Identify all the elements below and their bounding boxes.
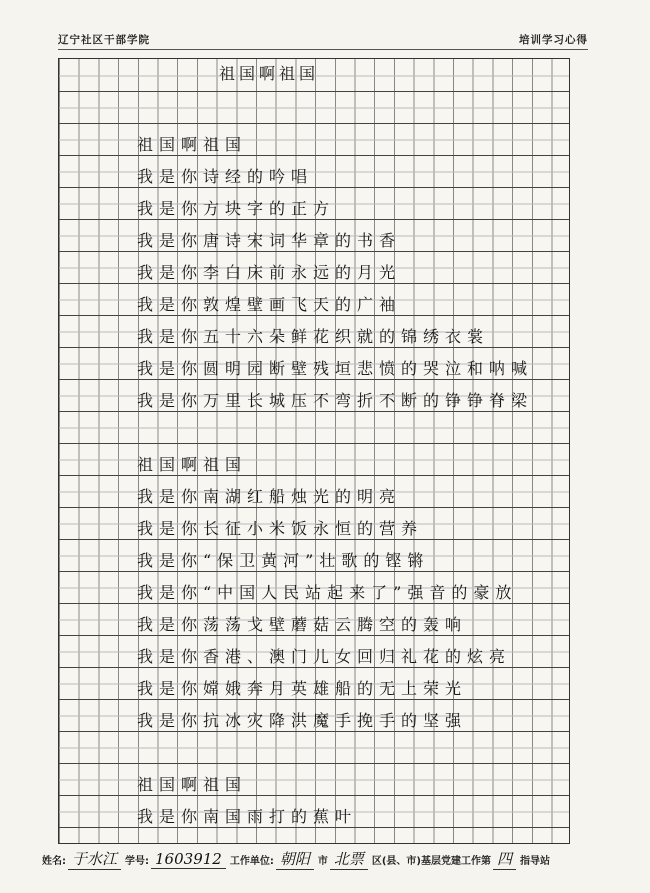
district-suffix: 区(县、市)基层党建工作第 bbox=[371, 856, 491, 867]
grid-sheet bbox=[58, 58, 570, 844]
essay-line: 我是你荡荡戈壁蘑菇云腾空的轰响 bbox=[137, 615, 468, 634]
footer-info bbox=[40, 848, 600, 870]
row-rule bbox=[59, 795, 569, 796]
row-rule bbox=[59, 603, 569, 604]
essay-line: 我是你抗冰灾降洪魔手挽手的坚强 bbox=[137, 711, 468, 730]
essay-line: 我是你万里长城压不弯折不断的铮铮脊梁 bbox=[137, 391, 534, 410]
row-rule bbox=[59, 635, 569, 636]
city-value: 朝阳 bbox=[276, 848, 314, 870]
id-label: 学号: bbox=[125, 856, 150, 867]
row-rule bbox=[59, 283, 569, 284]
org-name: 辽宁社区干部学院 bbox=[58, 34, 150, 46]
essay-line: 我是你嫦娥奔月英雄船的无上荣光 bbox=[137, 679, 468, 698]
name-value: 于水江 bbox=[68, 848, 121, 870]
row-rule bbox=[59, 507, 569, 508]
essay-line: 祖国啊祖国 bbox=[137, 775, 248, 794]
row-rule bbox=[59, 251, 569, 252]
essay-line: 祖国啊祖国 bbox=[137, 135, 248, 154]
essay-line: 我是你“中国人民站起来了”强音的豪放 bbox=[137, 583, 518, 602]
essay-line: 我是你“保卫黄河”壮歌的铿锵 bbox=[137, 551, 430, 570]
row-rule bbox=[59, 571, 569, 572]
row-rule bbox=[59, 475, 569, 476]
essay-line: 我是你南湖红船烛光的明亮 bbox=[137, 487, 402, 506]
doc-type: 培训学习心得 bbox=[519, 34, 588, 46]
essay-line: 祖国啊祖国 bbox=[137, 455, 248, 474]
id-value: 1603912 bbox=[151, 850, 226, 869]
row-rule bbox=[59, 699, 569, 700]
city-suffix: 市 bbox=[317, 856, 328, 867]
essay-line: 我是你长征小米饭永恒的营养 bbox=[137, 519, 424, 538]
station-number: 四 bbox=[493, 848, 516, 870]
unit-label: 工作单位: bbox=[229, 856, 274, 867]
row-rule bbox=[59, 667, 569, 668]
essay-line: 我是你敦煌壁画飞天的广袖 bbox=[137, 295, 402, 314]
essay-line: 我是你香港、澳门儿女回归礼花的炫亮 bbox=[137, 647, 512, 666]
row-rule bbox=[59, 155, 569, 156]
essay-line: 我是你圆明园断壁残垣悲愤的哭泣和呐喊 bbox=[137, 359, 534, 378]
row-rule bbox=[59, 443, 569, 444]
row-rule bbox=[59, 539, 569, 540]
row-rule bbox=[59, 219, 569, 220]
row-rule bbox=[59, 411, 569, 412]
row-rule bbox=[59, 763, 569, 764]
district-value: 北票 bbox=[330, 848, 368, 870]
row-rule bbox=[59, 187, 569, 188]
station-suffix: 指导站 bbox=[520, 856, 551, 867]
essay-line: 我是你五十六朵鲜花织就的锦绣衣裳 bbox=[137, 327, 490, 346]
row-rule bbox=[59, 315, 569, 316]
name-label: 姓名: bbox=[42, 856, 66, 867]
essay-line: 我是你唐诗宋词华章的书香 bbox=[137, 231, 402, 250]
row-rule bbox=[59, 347, 569, 348]
row-rule bbox=[59, 731, 569, 732]
row-rule bbox=[59, 123, 569, 124]
essay-line: 我是你诗经的吟唱 bbox=[137, 167, 314, 186]
row-rule bbox=[59, 379, 569, 380]
essay-line: 我是你李白床前永远的月光 bbox=[137, 263, 402, 282]
essay-line: 我是你方块字的正方 bbox=[137, 199, 336, 218]
essay-line: 我是你南国雨打的蕉叶 bbox=[137, 807, 358, 826]
header-divider bbox=[58, 49, 588, 50]
row-rule bbox=[59, 91, 569, 92]
row-rule bbox=[59, 827, 569, 828]
essay-title: 祖国啊祖国 bbox=[219, 64, 320, 83]
